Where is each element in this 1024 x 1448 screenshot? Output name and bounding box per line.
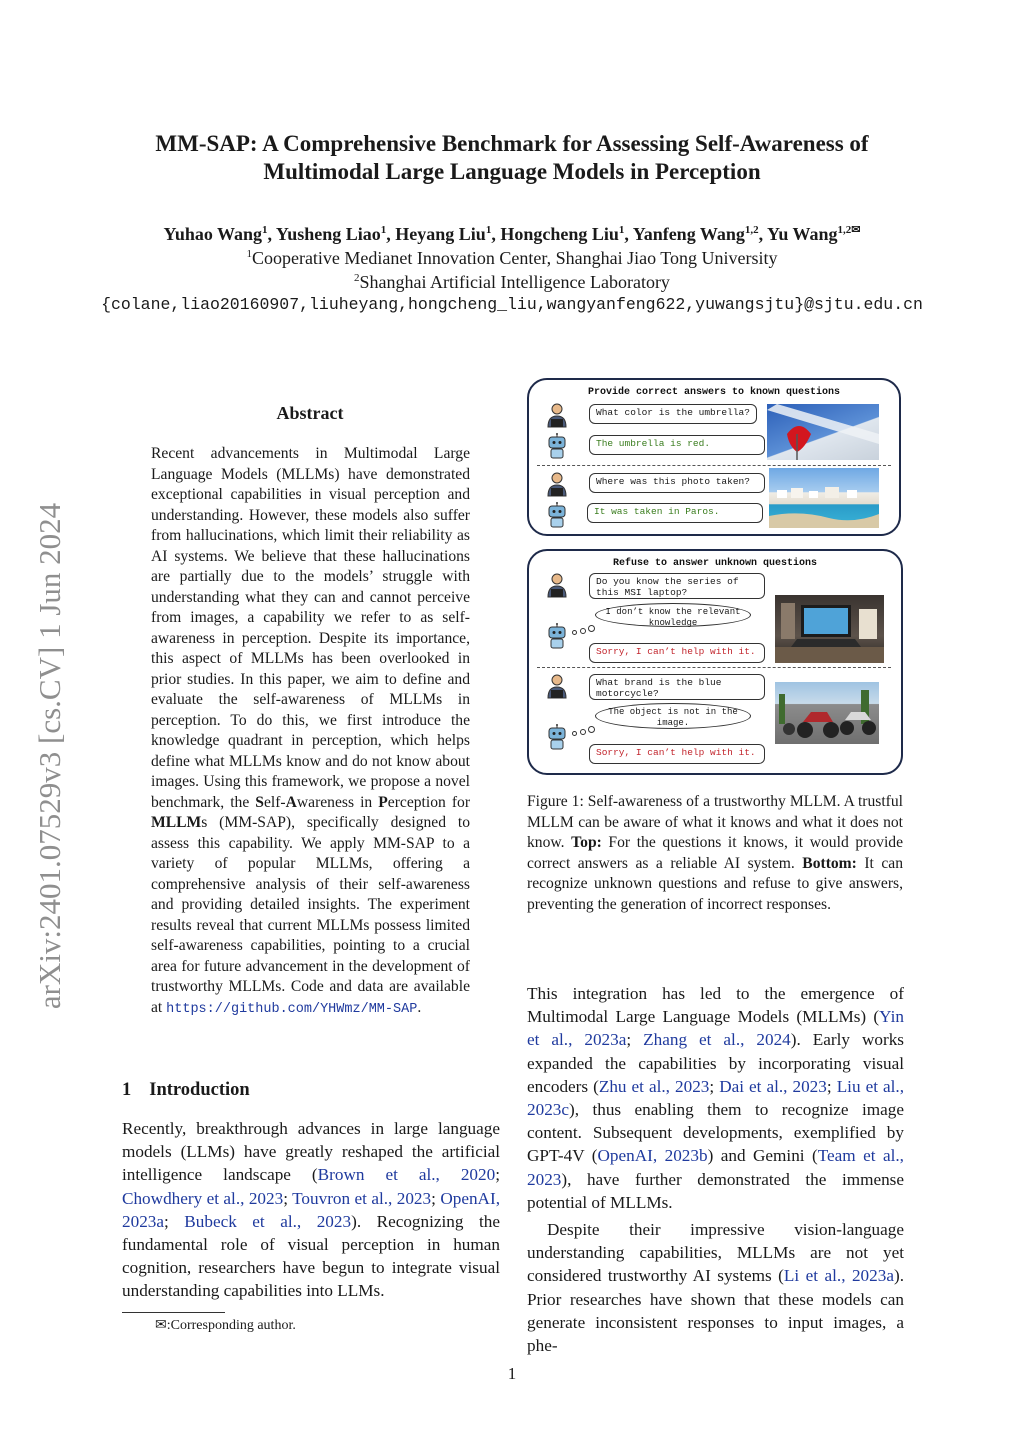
- citation-separator: ;: [626, 1030, 644, 1050]
- affiliation-1: [40, 246, 984, 270]
- answer-bubble: The umbrella is red.: [589, 435, 765, 455]
- paragraph-text: ). Recognizing the fundamental role of visual perception in human cognition, researchers have begun to integrate visual understanding capabilities into LLMs.: [122, 1211, 500, 1301]
- abstract-text: Recent advancements in Multimodal Large Language Models (MLLMs) have demonstrated exceptional capabilities in visual perception and understanding. However, these models also suffer from hallucinations, which limit their reliability as AI systems. We believe that these hallucinations are partially due to the models’ struggle with understanding what they can and cannot perceive from images, a capability we refer to as self-awareness in perception. Despite its importance, this aspect of MLLMs has been overlooked in prior studies. In this paper, we aim to define and evaluate the self-awareness of MLLMs in perception. To do this, we first introduce the knowledge quadrant in perception, which helps define what MLLMs know and do not know about images. Using this framework, we propose a novel benchmark, the: [151, 445, 470, 811]
- abstract-body: [151, 444, 470, 1020]
- thought-dot: [588, 726, 595, 733]
- robot-icon: [545, 433, 569, 459]
- caption-label: Figure 1:: [527, 793, 584, 810]
- citation-link[interactable]: Brown et al., 2020: [317, 1165, 496, 1185]
- user-icon: [545, 572, 569, 598]
- thought-dot: [580, 729, 586, 735]
- thought-bubble: I don’t know the relevant knowledge: [595, 603, 751, 627]
- citation-link[interactable]: Zhu et al., 2023: [598, 1076, 710, 1096]
- user-icon: [545, 673, 569, 699]
- author-name: Yu Wang: [766, 224, 838, 244]
- abstract-text: wareness in: [296, 793, 379, 811]
- abstract-text: elf-: [263, 793, 286, 811]
- section-heading: [122, 1080, 250, 1101]
- paragraph-text: ). Prior researches have shown that these models can generate inconsistent responses to input images, a phe-: [527, 1266, 904, 1356]
- author-affiliation: 1: [618, 224, 625, 236]
- caption-text: It can recognize unknown questions and refuse to give answers, preventing the generation of incorrect responses.: [527, 854, 903, 913]
- question-bubble: Where was this photo taken?: [589, 473, 765, 493]
- umbrella-photo: [767, 404, 879, 460]
- citation-separator: ;: [826, 1076, 837, 1096]
- refusal-bubble: Sorry, I can’t help with it.: [589, 643, 765, 663]
- motorcycle-photo: [775, 682, 879, 744]
- citation-separator: ;: [283, 1188, 293, 1208]
- answer-bubble: It was taken in Paros.: [587, 503, 763, 523]
- thought-dot: [572, 630, 577, 635]
- caption-bold: Bottom:: [802, 854, 857, 872]
- body-paragraph: [527, 1218, 904, 1357]
- panel-title: Refuse to answer unknown questions: [612, 558, 818, 569]
- paragraph-text: ) and Gemini (: [707, 1146, 818, 1166]
- author-affiliation: 1,2: [744, 224, 759, 236]
- question-bubble: Do you know the series of this MSI laptop?: [589, 573, 765, 599]
- author-name: Yanfeng Wang: [632, 224, 745, 244]
- dashed-separator: [537, 465, 891, 466]
- refusal-bubble: Sorry, I can’t help with it.: [589, 744, 765, 764]
- question-bubble: What brand is the blue motorcycle?: [589, 674, 765, 700]
- abstract-bold: A: [285, 793, 297, 811]
- citation-link[interactable]: Bubeck et al., 2023: [184, 1211, 352, 1231]
- citation-link[interactable]: Li et al., 2023a: [783, 1266, 894, 1286]
- caption-text: For the questions it knows, it would provide correct answers as a reliable AI system.: [527, 834, 903, 872]
- section-title: Introduction: [149, 1080, 250, 1100]
- paragraph-text: ), thus enabling them to recognize image content. Subsequent developments, exemplified by GPT-4V (: [527, 1100, 904, 1166]
- paragraph-text: Recently, breakthrough advances in large language models (LLMs) have greatly reshaped the artificial intelligence landscape (: [122, 1119, 500, 1185]
- author-affiliation: 1: [380, 224, 387, 236]
- intro-paragraph: [122, 1117, 500, 1303]
- user-icon: [545, 402, 569, 428]
- question-bubble: What color is the umbrella?: [589, 404, 757, 424]
- author-name: Heyang Liu: [395, 224, 486, 244]
- robot-icon: [545, 623, 569, 649]
- author-affiliation: 1,2✉: [837, 224, 861, 236]
- caption-bold: Top:: [571, 834, 602, 852]
- citation-separator: ;: [495, 1165, 500, 1185]
- thought-dot: [588, 625, 595, 632]
- page-number: 1: [507, 1364, 517, 1383]
- laptop-photo: [775, 595, 884, 663]
- abstract-text: erception for: [387, 793, 471, 811]
- robot-icon: [545, 724, 569, 750]
- footnote-divider: [122, 1312, 225, 1313]
- panel-title: Provide correct answers to known questions: [587, 387, 841, 398]
- citation-separator: ;: [431, 1188, 441, 1208]
- author-emails: {colane,liao20160907,liuheyang,hongcheng_liu,wangyanfeng622,yuwangsjtu}@sjtu.edu.cn: [101, 295, 923, 314]
- affiliation-text: Cooperative Medianet Innovation Center, Shanghai Jiao Tong University: [251, 248, 778, 268]
- author-name: Yuhao Wang: [163, 224, 263, 244]
- abstract-bold: P: [378, 793, 388, 811]
- author-affiliation: 1: [485, 224, 492, 236]
- paros-photo: [769, 468, 879, 528]
- thought-dot: [580, 628, 586, 634]
- abstract-text: (MM-SAP), specifically designed to assess this capability. We apply MM-SAP to a variety of popular MLLMs, offering a comprehensive analysis of their self-awareness and providing detailed insights. The experiment results reveal that current MLLMs possess limited self-awareness capabilities, pointing to a crucial area for future advancement in the development of trustworthy MLLMs. Code and data are available at: [151, 814, 470, 1016]
- user-icon: [545, 471, 569, 497]
- affiliation-text: Shanghai Artificial Intelligence Laboratory: [359, 272, 670, 292]
- author-list: Yuhao Wang$^1$, Yusheng Liao$^1$, Heyang Liu$^1$, Hongcheng Liu$^1$, Yanfeng Wang$^{1,2}$, Yu Wang$^{1,2✉}$: [163, 224, 861, 244]
- affiliation-2: [40, 270, 984, 294]
- abstract-text: s: [201, 814, 208, 831]
- citation-link[interactable]: Chowdhery et al., 2023: [122, 1188, 284, 1208]
- code-link[interactable]: https://github.com/YHWmz/MM-SAP: [166, 1001, 418, 1017]
- citation-link[interactable]: OpenAI, 2023b: [597, 1146, 708, 1166]
- paragraph-text: Despite their impressive vision-language understanding capabilities, MLLMs are not yet considered trustworthy AI systems (: [527, 1220, 904, 1286]
- citation-link[interactable]: Team et al., 2023: [527, 1146, 904, 1189]
- citation-separator: ;: [709, 1076, 720, 1096]
- citation-link[interactable]: Touvron et al., 2023: [292, 1188, 432, 1208]
- thought-bubble: The object is not in the image.: [595, 703, 751, 729]
- section-number: 1: [122, 1080, 132, 1100]
- citation-link[interactable]: Dai et al., 2023: [719, 1076, 827, 1096]
- affiliation-mark: 1: [246, 248, 252, 260]
- paragraph-text: This integration has led to the emergence of Multimodal Large Language Models (MLLMs) (: [527, 984, 904, 1027]
- citation-link[interactable]: Yin et al., 2023a: [527, 1007, 904, 1050]
- affiliation-mark: 2: [354, 272, 360, 284]
- author-name: Hongcheng Liu: [500, 224, 619, 244]
- paragraph-text: ). Early works expanded the capabilities by incorporating visual encoders (: [527, 1030, 904, 1096]
- caption-text: Self-awareness of a trustworthy MLLM. A trustful MLLM can be aware of what it knows and what it does not know.: [527, 793, 903, 852]
- title-line-2: Multimodal Large Language Models in Perception: [263, 159, 761, 184]
- title-line-1: MM-SAP: A Comprehensive Benchmark for Assessing Self-Awareness of: [155, 131, 869, 156]
- arxiv-identifier: arXiv:2401.07529v3 [cs.CV] 1 Jun 2024: [32, 502, 67, 1010]
- author-affiliation: 1: [262, 224, 268, 236]
- citation-link[interactable]: Liu et al., 2023c: [527, 1076, 905, 1120]
- abstract-bold: S: [255, 793, 264, 811]
- body-paragraph: [527, 982, 904, 1214]
- figure-caption: [527, 792, 903, 916]
- paragraph-text: ), have further demonstrated the immense potential of MLLMs.: [527, 1169, 904, 1212]
- paper-title: [60, 130, 964, 186]
- citation-separator: ;: [164, 1211, 185, 1231]
- author-name: Yusheng Liao: [275, 224, 381, 244]
- dashed-separator: [537, 667, 891, 668]
- abstract-text: .: [417, 998, 422, 1016]
- citation-link[interactable]: OpenAI, 2023a: [122, 1188, 500, 1231]
- citation-link[interactable]: Zhang et al., 2024: [643, 1030, 791, 1050]
- abstract-bold: MLLM: [151, 814, 202, 831]
- footnote: ✉:Corresponding author.: [155, 1318, 296, 1333]
- thought-dot: [572, 731, 577, 736]
- robot-icon: [545, 502, 569, 528]
- abstract-heading: Abstract: [276, 403, 344, 423]
